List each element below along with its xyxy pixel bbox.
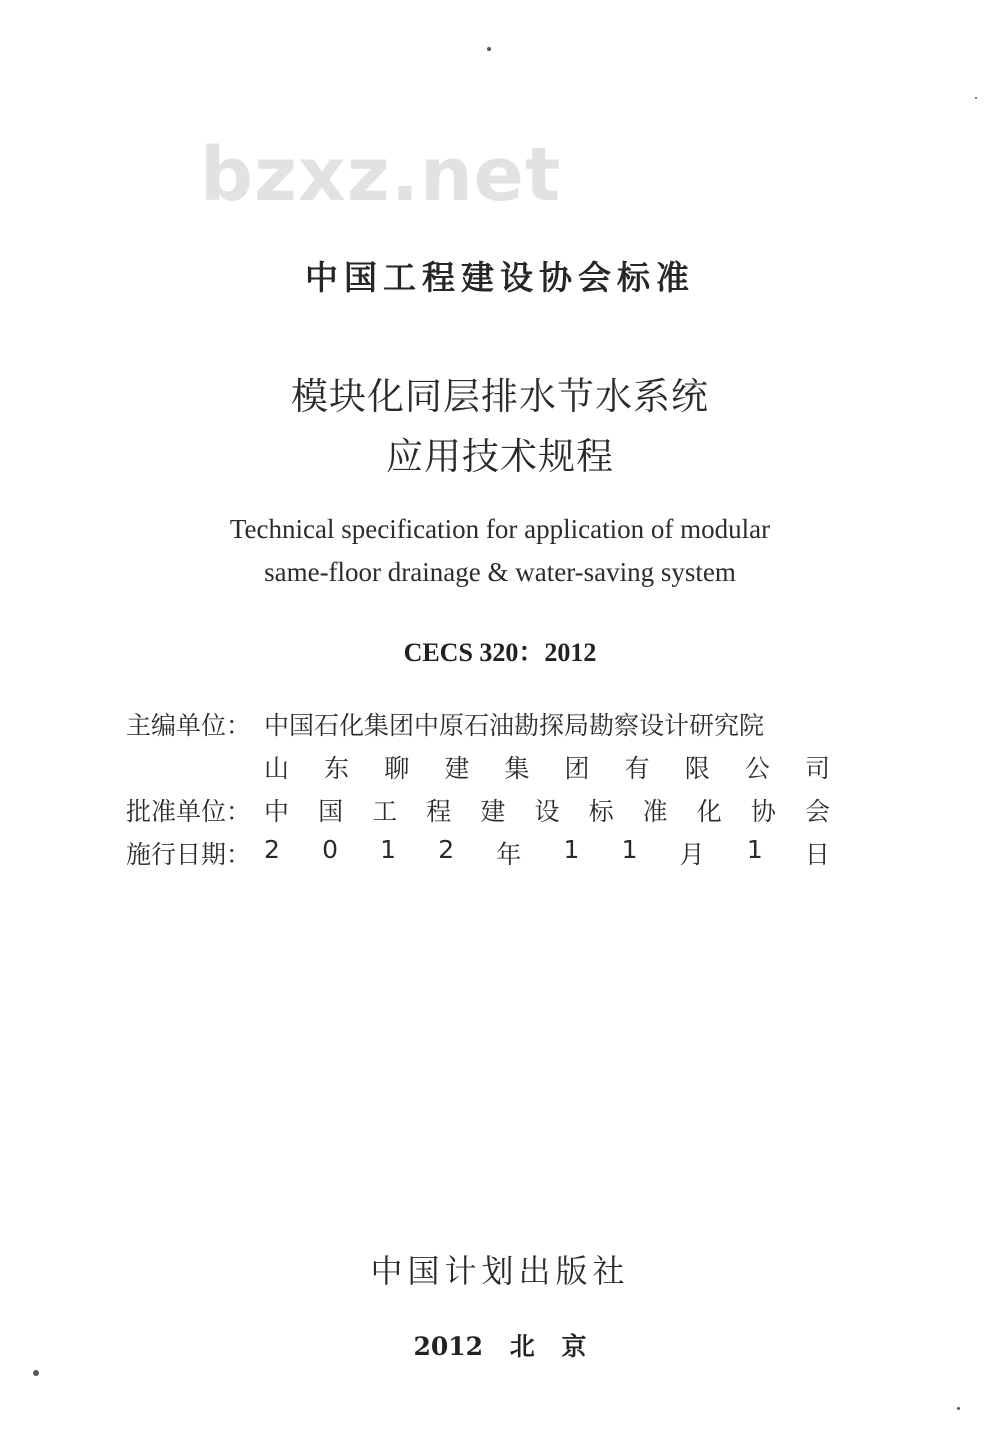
spaced-char: 司 <box>804 754 830 783</box>
scan-speck <box>957 1407 960 1410</box>
spaced-char: 公 <box>744 754 770 783</box>
chief-editor-unit-1: 中国石化集团中原石油勘探局勘察设计研究院 <box>264 711 765 740</box>
spaced-char: 月 <box>679 840 705 869</box>
spaced-char: 建 <box>444 754 470 783</box>
chief-editor-row <box>126 706 830 746</box>
spaced-char: 化 <box>696 797 722 826</box>
spaced-char: 1 <box>621 835 638 864</box>
title-zh-line-1: 模块化同层排水节水系统 <box>291 375 709 418</box>
spaced-char: 国 <box>318 797 344 826</box>
spaced-char: 建 <box>480 797 506 826</box>
publisher: 中国计划出版社 <box>370 1252 630 1290</box>
standard-series-heading: 中国工程建设协会标准 <box>305 258 695 297</box>
spaced-char: 2 <box>264 835 280 864</box>
approval-row <box>126 792 830 832</box>
title-en-line-1: Technical specification for application of modular <box>229 514 771 544</box>
publication-place-year: 2012 北 京 <box>413 1332 587 1361</box>
scan-speck <box>975 97 977 99</box>
scan-speck <box>487 47 491 51</box>
spaced-char: 2 <box>438 835 455 864</box>
effective-date-row <box>126 835 830 875</box>
spaced-char: 有 <box>624 754 650 783</box>
spaced-char: 程 <box>426 797 452 826</box>
title-en-line-2: same-floor drainage & water-saving system <box>264 557 736 587</box>
effective-date-label: 施行日期： <box>126 840 252 869</box>
spaced-char: 1 <box>746 835 763 864</box>
spaced-char: 协 <box>750 797 776 826</box>
spaced-char: 东 <box>324 754 350 783</box>
spaced-char: 集 <box>504 754 530 783</box>
spaced-char: 会 <box>804 797 830 826</box>
spaced-char: 团 <box>564 754 590 783</box>
spaced-char: 1 <box>563 835 580 864</box>
spaced-char: 工 <box>372 797 398 826</box>
spaced-char: 日 <box>804 840 830 869</box>
spaced-char: 准 <box>642 797 668 826</box>
spaced-char: 0 <box>322 835 338 864</box>
standard-code: CECS 320：2012 <box>403 638 597 667</box>
title-zh-line-2: 应用技术规程 <box>386 435 614 478</box>
spaced-char: 标 <box>588 797 614 826</box>
spaced-char: 年 <box>496 840 522 869</box>
approval-label: 批准单位： <box>126 797 252 826</box>
chief-editor-label: 主编单位： <box>126 711 252 740</box>
chief-editor-unit-2 <box>264 749 830 785</box>
effective-date <box>264 835 830 871</box>
spaced-char: 1 <box>380 835 397 864</box>
approval-unit <box>264 792 830 828</box>
spaced-char: 中 <box>264 797 290 826</box>
spaced-char: 山 <box>264 754 290 783</box>
spaced-char: 设 <box>534 797 560 826</box>
spaced-char: 聊 <box>384 754 410 783</box>
spaced-char: 限 <box>684 754 710 783</box>
scan-speck <box>33 1370 39 1376</box>
watermark: bzxz.net <box>200 132 562 218</box>
chief-editor-row-2 <box>126 749 830 789</box>
